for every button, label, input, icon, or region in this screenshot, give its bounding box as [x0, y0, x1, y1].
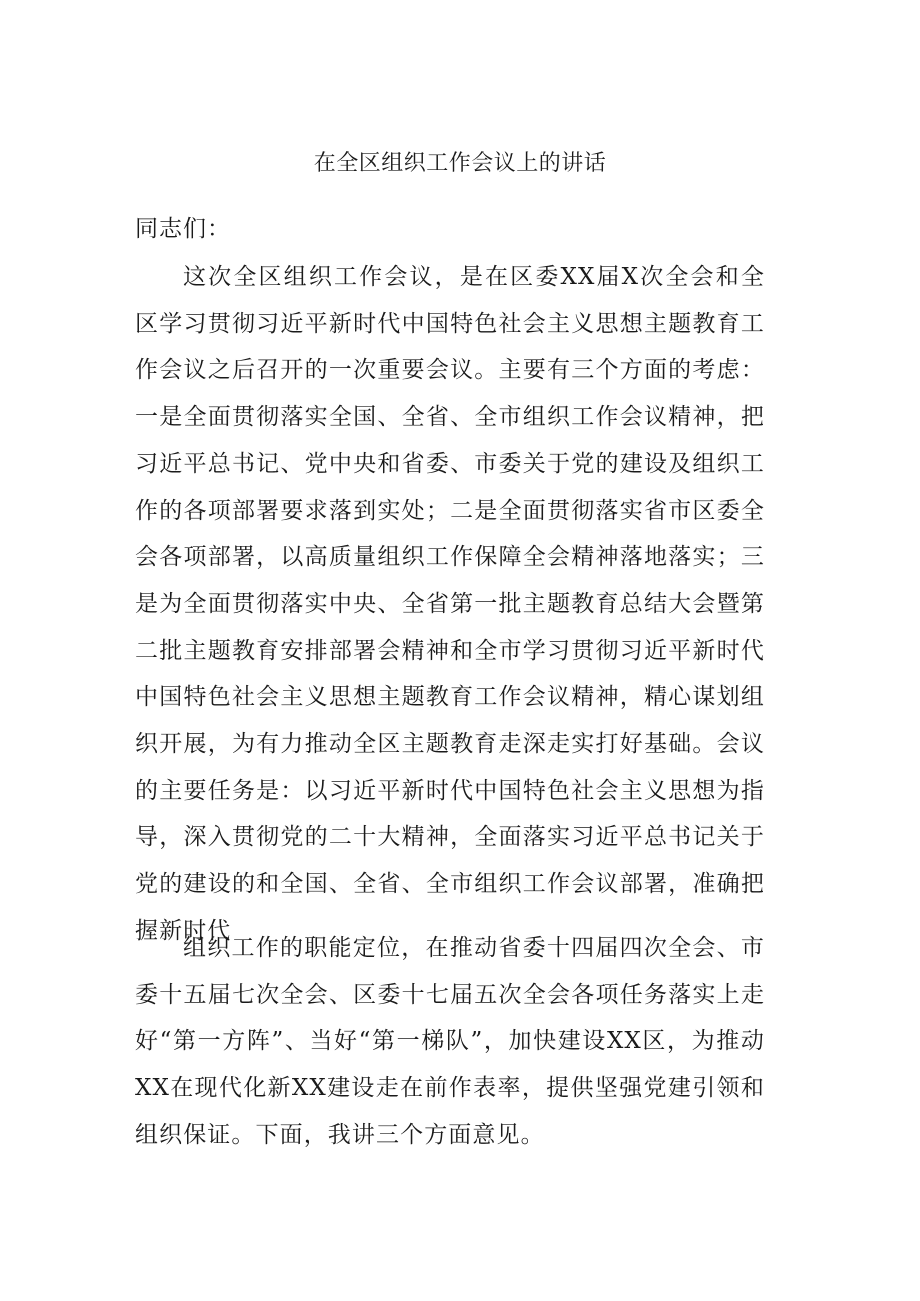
body-paragraph-1: 这次全区组织工作会议，是在区委XX届X次全会和全区学习贯彻习近平新时代中国特色社会主义思想主题教育工作会议之后召开的一次重要会议。主要有三个方面的考虑：一是全面贯彻落实全国、全省、全市组织工作会议精神，把习近平总书记、党中央和省委、市委关于党的建设及组织工作的各项部署要求落到实处；二是全面贯彻落实省市区委全会各项部署，以高质量组织工作保障全会精神落地落实；三是为全面贯彻落实中央、全省第一批主题教育总结大会暨第二批主题教育安排部署会精神和全市学习贯彻习近平新时代中国特色社会主义思想主题教育工作会议精神，精心谋划组织开展，为有力推动全区主题教育走深走实打好基础。会议的主要任务是：以习近平新时代中国特色社会主义思想为指导，深入贯彻党的二十大精神，全面落实习近平总书记关于党的建设的和全国、全省、全市组织工作会议部署，准确把握新时代 — [135, 264, 765, 944]
salutation: 同志们： — [135, 216, 231, 242]
document-title: 在全区组织工作会议上的讲话 — [313, 151, 607, 176]
body-paragraph-2: 组织工作的职能定位，在推动省委十四届四次全会、市委十五届七次全会、区委十七届五次全会各项任务落实上走好“第一方阵”、当好“第一梯队”，加快建设XX区，为推动XX在现代化新XX建设走在前作表率，提供坚强党建引领和组织保证。下面，我讲三个方面意见。 — [135, 935, 765, 1148]
